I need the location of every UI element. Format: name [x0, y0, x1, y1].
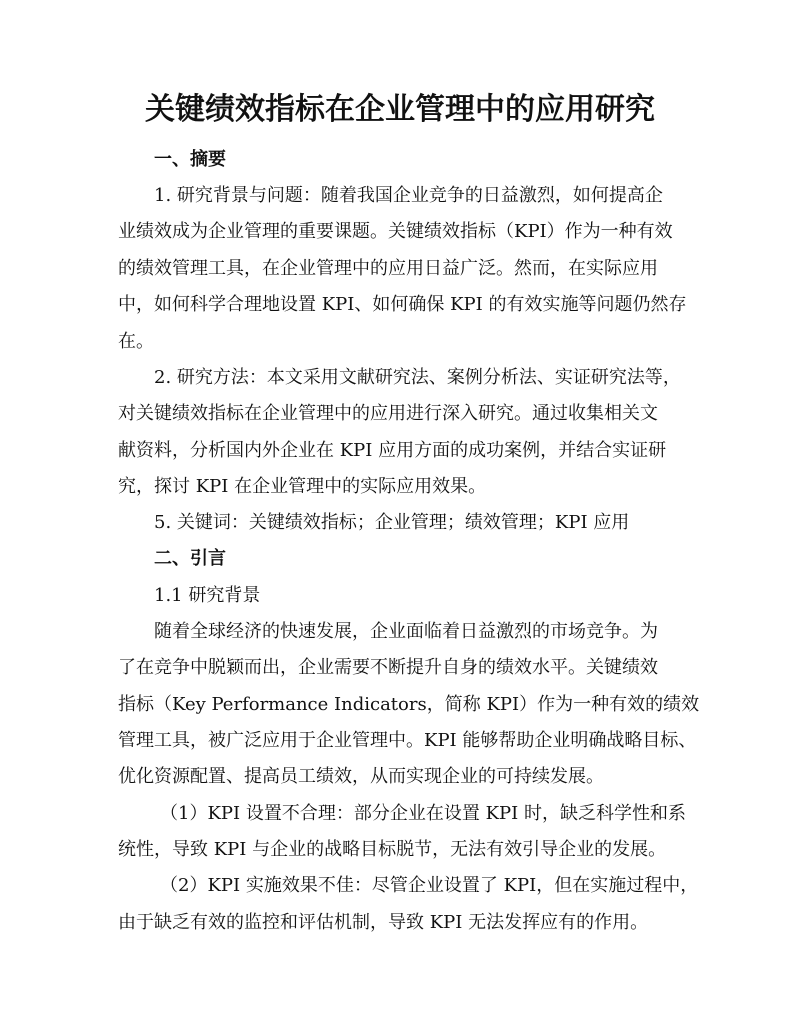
paragraph-line: 1. 研究背景与问题：随着我国企业竞争的日益激烈，如何提高企: [154, 185, 663, 206]
paragraph-line: 随着全球经济的快速发展，企业面临着日益激烈的市场竞争。为: [154, 621, 658, 642]
section-heading-abstract: 一、摘要: [154, 149, 226, 170]
paragraph-line: 业绩效成为企业管理的重要课题。关键绩效指标（KPI）作为一种有效: [118, 221, 673, 242]
paragraph-line: 了在竞争中脱颖而出，企业需要不断提升自身的绩效水平。关键绩效: [118, 657, 658, 678]
paragraph-line: 管理工具，被广泛应用于企业管理中。KPI 能够帮助企业明确战略目标、: [118, 730, 697, 751]
paragraph-line: 2. 研究方法：本文采用文献研究法、案例分析法、实证研究法等，: [154, 367, 681, 388]
list-item-line: 由于缺乏有效的监控和评估机制，导致 KPI 无法发挥应有的作用。: [118, 912, 649, 933]
subsection-heading: 1.1 研究背景: [154, 585, 261, 606]
list-item-line: （1）KPI 设置不合理：部分企业在设置 KPI 时，缺乏科学性和系: [160, 803, 686, 824]
paragraph-line: 对关键绩效指标在企业管理中的应用进行深入研究。通过收集相关文: [118, 403, 658, 424]
section-heading-introduction: 二、引言: [154, 548, 226, 569]
paragraph-line: 的绩效管理工具，在企业管理中的应用日益广泛。然而，在实际应用: [118, 258, 658, 279]
paragraph-line: 究，探讨 KPI 在企业管理中的实际应用效果。: [118, 476, 487, 497]
document-title: 关键绩效指标在企业管理中的应用研究: [145, 92, 655, 127]
paragraph-line: 指标（Key Performance Indicators，简称 KPI）作为一种有效的绩效: [118, 694, 700, 715]
list-item-line: （2）KPI 实施效果不佳：尽管企业设置了 KPI，但在实施过程中，: [160, 875, 699, 896]
paragraph-line: 中，如何科学合理地设置 KPI、如何确保 KPI 的有效实施等问题仍然存: [118, 294, 687, 315]
list-item-line: 统性，导致 KPI 与企业的战略目标脱节，无法有效引导企业的发展。: [118, 839, 667, 860]
paragraph-line: 献资料，分析国内外企业在 KPI 应用方面的成功案例，并结合实证研: [118, 440, 667, 461]
paragraph-line: 优化资源配置、提高员工绩效，从而实现企业的可持续发展。: [118, 766, 604, 787]
paragraph-line: 在。: [118, 331, 154, 352]
keywords-line: 5. 关键词：关键绩效指标；企业管理；绩效管理；KPI 应用: [154, 512, 630, 533]
